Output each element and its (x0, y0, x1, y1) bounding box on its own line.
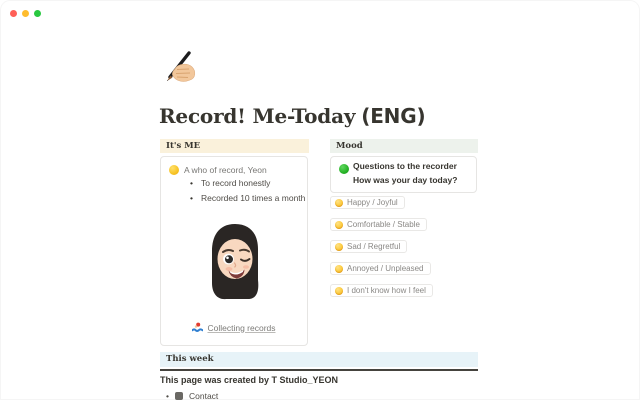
question-title: Questions to the recorder (353, 161, 457, 171)
this-week-header: This week (160, 352, 478, 367)
profile-card (160, 156, 308, 346)
mood-label: Happy / Joyful (347, 198, 398, 207)
zoom-button[interactable] (34, 10, 41, 17)
page-title-main: Record! Me-Today (159, 104, 356, 128)
annoyed-face-icon (335, 265, 343, 273)
profile-bullet: • To record honestly (190, 178, 271, 188)
mood-label: Annoyed / Unpleased (347, 264, 424, 273)
mood-toggle-comfortable[interactable] (330, 218, 427, 231)
profile-intro-row (169, 165, 267, 175)
window-controls (10, 10, 41, 17)
mood-toggle-annoyed[interactable] (330, 262, 431, 275)
partial-label: Contact (188, 391, 219, 401)
mood-toggle-unsure[interactable] (330, 284, 433, 297)
page-title (159, 101, 425, 132)
question-text: How was your day today? (353, 175, 458, 185)
sad-face-icon (335, 243, 343, 251)
profile-bullet-text: Recorded 10 times a month (200, 193, 306, 203)
its-me-header: It's ME (160, 139, 309, 153)
relieved-face-icon (335, 221, 343, 229)
mood-label: Comfortable / Stable (347, 220, 420, 229)
mood-header: Mood (330, 139, 478, 153)
yellow-circle-icon (169, 165, 179, 175)
unsure-face-icon (335, 287, 343, 295)
profile-bullet-text: To record honestly (200, 178, 271, 188)
green-circle-icon (339, 164, 349, 174)
mood-label: I don't know how I feel (347, 286, 426, 295)
page-title-suffix: (ENG) (361, 104, 426, 128)
footer-credit: This page was created by T Studio_YEON (160, 375, 339, 385)
mood-toggle-sad[interactable] (330, 240, 407, 253)
divider (160, 369, 478, 371)
collecting-records-link[interactable] (161, 322, 307, 333)
minimize-button[interactable] (22, 10, 29, 17)
bullet-marker: • (166, 391, 169, 401)
writing-hand-icon[interactable] (160, 50, 198, 88)
happy-face-icon (335, 199, 343, 207)
mood-label: Sad / Regretful (347, 242, 401, 251)
mood-toggle-happy[interactable] (330, 196, 405, 209)
collecting-records-label[interactable]: Collecting records (207, 322, 276, 333)
question-callout (330, 156, 477, 193)
winking-girl-memoji (203, 219, 267, 307)
profile-intro: A who of record, Yeon (184, 165, 267, 175)
close-button[interactable] (10, 10, 17, 17)
page-icon (175, 392, 183, 400)
profile-bullet: • Recorded 10 times a month (190, 193, 306, 203)
swimmer-icon (192, 322, 203, 333)
